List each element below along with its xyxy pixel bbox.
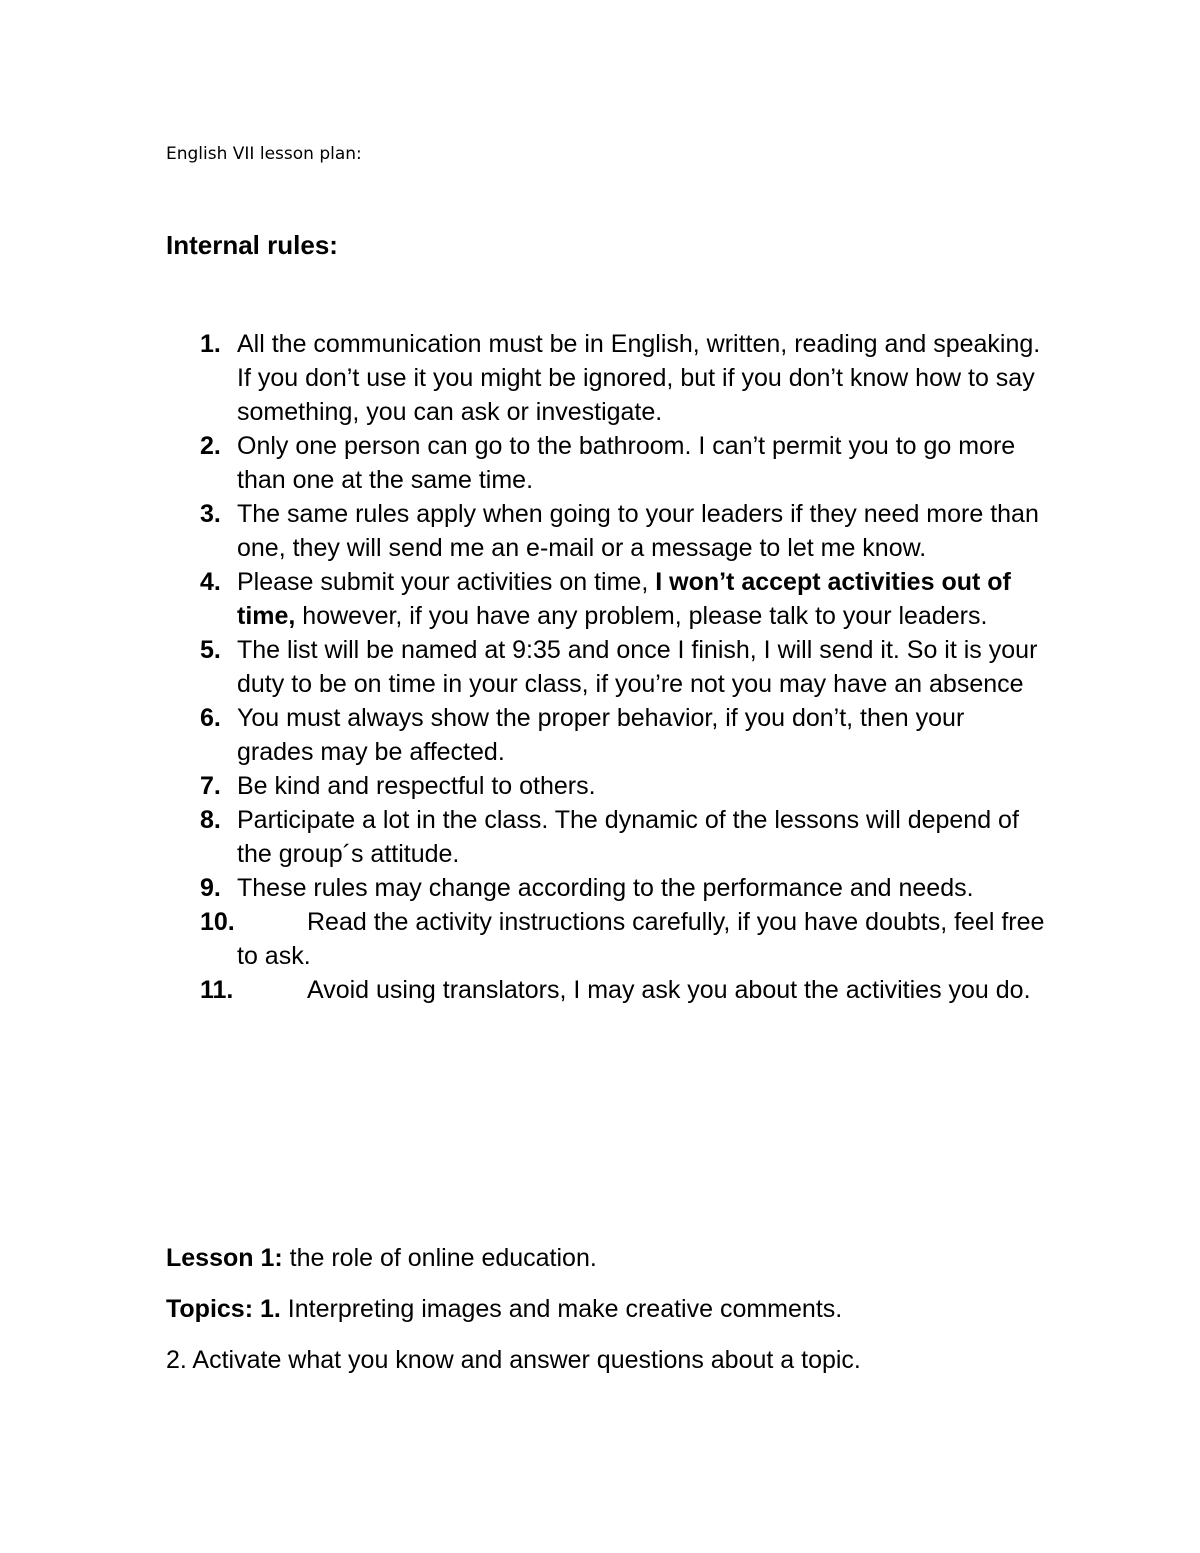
rule-text-before: Please submit your activities on time, [237,568,656,596]
rule-text-after: however, if you have any problem, please talk to your leaders. [295,602,988,630]
rule-text: The list will be named at 9:35 and once I finish, I will send it. So it is your duty to be on time in your class, if you’re not you may have an absence [237,636,1038,698]
rule-number: 7. [200,772,221,800]
rule-number: 6. [200,704,221,732]
rule-text: Avoid using translators, I may ask you about the activities you do. [307,976,1031,1004]
rule-item-10 [166,905,1046,973]
internal-rules-heading: Internal rules: [166,230,338,260]
rule-item-2 [166,429,1046,497]
rule-number: 4. [200,568,221,596]
rule-item-8 [166,803,1046,871]
topics-line [166,1292,842,1326]
rule-item-9 [166,871,1046,905]
lesson-label: Lesson 1: [166,1244,283,1272]
rule-item-11 [166,973,1046,1007]
document-title: English VII lesson plan: [166,144,362,164]
rule-item-5 [166,633,1046,701]
rule-text-emphasis: I won’t accept activities out of time, [237,568,1011,630]
rule-text: Participate a lot in the class. The dynamic of the lessons will depend of the group´s attitude. [237,806,1019,868]
rule-text: Read the activity instructions carefully, if you have doubts, feel free to ask. [237,908,1045,970]
rule-text: The same rules apply when going to your leaders if they need more than one, they will send me an e-mail or a message to let me know. [237,500,1039,562]
topic-item-2: 2. Activate what you know and answer questions about a topic. [166,1346,861,1374]
rule-number: 9. [200,874,221,902]
rule-text [237,568,1011,630]
lesson-text: the role of online education. [282,1244,597,1272]
rule-item-3 [166,497,1046,565]
rule-number: 2. [200,432,221,460]
rule-text: Be kind and respectful to others. [237,772,596,800]
rule-item-4 [166,565,1046,633]
rule-number: 3. [200,500,221,528]
lesson-title [166,1241,597,1275]
rule-text: Only one person can go to the bathroom. I can’t permit you to go more than one at the same time. [237,432,1016,494]
rule-text: You must always show the proper behavior, if you don’t, then your grades may be affected. [237,704,965,766]
rule-item-6 [166,701,1046,769]
rule-number: 11. [200,976,234,1004]
rule-text: These rules may change according to the performance and needs. [237,874,974,902]
rule-number: 1. [200,330,221,358]
topic-item-1: Interpreting images and make creative comments. [280,1295,843,1323]
rule-item-1 [166,327,1046,429]
rule-item-7 [166,769,1046,803]
topics-label: Topics: 1. [166,1295,281,1323]
rule-text: All the communication must be in English, written, reading and speaking. If you don’t use it you might be ignored, but if you don’t know how to say something, you can ask or investigate. [237,330,1041,426]
rule-number: 5. [200,636,221,664]
rules-list [166,327,1046,1007]
rule-number: 8. [200,806,221,834]
rule-number: 10. [200,908,235,936]
